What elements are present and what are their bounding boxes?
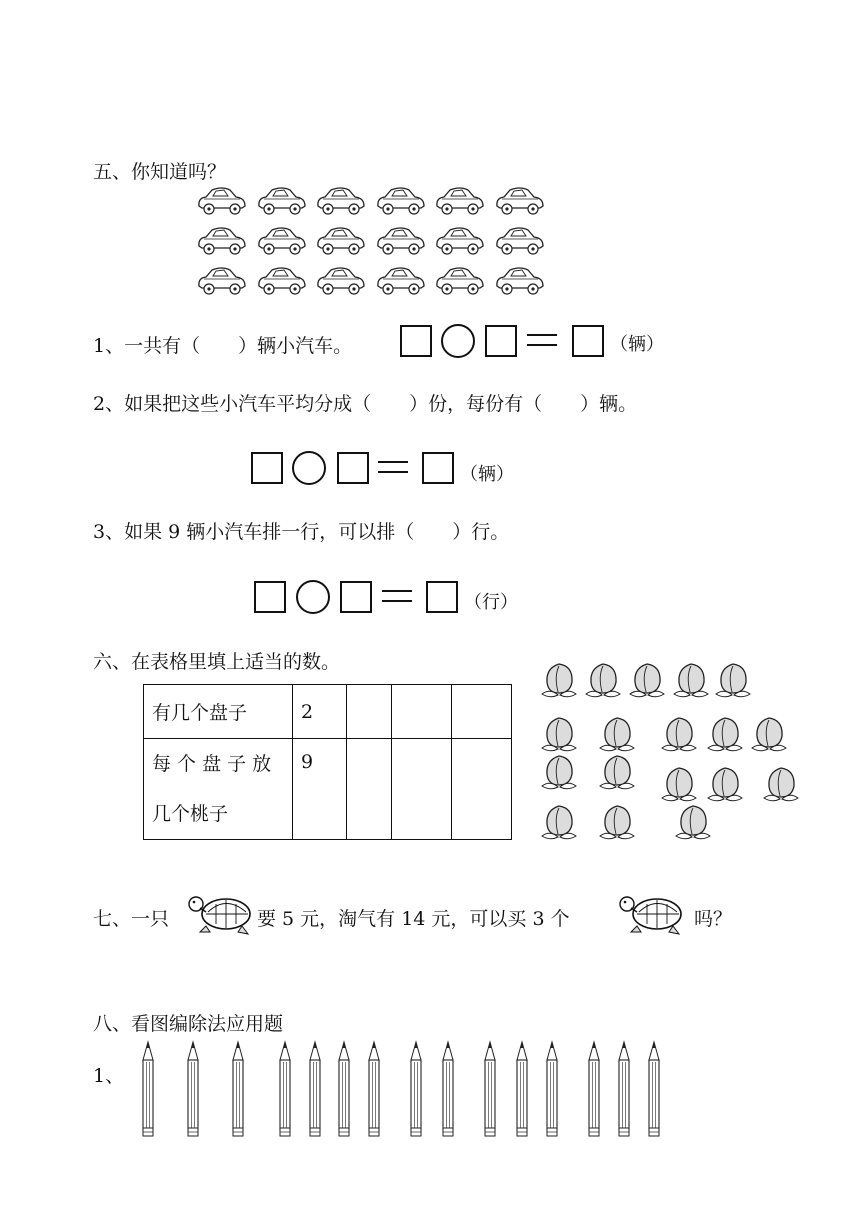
answer-box[interactable] [400,325,432,357]
section6-title: 六、在表格里填上适当的数。 [93,651,341,673]
unit-label: （辆） [610,334,664,355]
car-icon [434,266,486,296]
peach-icon [704,764,746,804]
pencil-icon [366,1040,382,1140]
peach-icon [596,752,638,792]
turtle-icon [186,890,256,936]
peach-icon [596,714,638,754]
table-cell[interactable] [392,739,452,840]
fill-table [143,684,512,840]
section7-part3: 吗？ [694,908,733,930]
pencil-icon [230,1040,246,1140]
operator-circle[interactable] [441,324,475,358]
car-icon [434,186,486,216]
peach-icon [712,660,754,700]
car-icon [494,226,546,256]
answer-box[interactable] [485,325,517,357]
turtle-icon [614,890,684,936]
table-label-peaches [144,739,293,840]
q2-text: 2、如果把这些小汽车平均分成（ ）份，每份有（ ）辆。 [93,393,638,415]
result-box[interactable] [572,325,604,357]
table-cell[interactable] [347,739,392,840]
pencil-icon [616,1040,632,1140]
pencil-icon [482,1040,498,1140]
equals-sign [527,334,557,346]
peach-icon [658,714,700,754]
car-icon [196,226,248,256]
q3-text: 3、如果 9 辆小汽车排一行，可以排（ ）行。 [93,521,510,543]
answer-box[interactable] [340,581,372,613]
unit-label: （辆） [460,464,514,485]
pencil-icon [586,1040,602,1140]
table-cell[interactable] [392,685,452,739]
car-icon [494,266,546,296]
peach-icon [538,802,580,842]
section8-q1-label: 1、 [93,1065,125,1087]
section7-part1: 七、一只 [93,908,170,930]
peach-icon [658,764,700,804]
answer-box[interactable] [254,581,286,613]
pencil-icon [646,1040,662,1140]
pencil-group [130,1040,670,1145]
answer-box[interactable] [337,452,369,484]
peach-group [530,652,820,848]
car-icon [256,226,308,256]
car-grid [196,186,556,300]
car-icon [375,186,427,216]
table-cell[interactable] [452,739,512,840]
peach-icon [748,714,790,754]
peach-icon [672,802,714,842]
table-cell[interactable] [347,685,392,739]
unit-label: （行） [464,592,518,613]
pencil-icon [514,1040,530,1140]
peach-icon [670,660,712,700]
pencil-icon [277,1040,293,1140]
table-cell[interactable]: 9 [293,739,347,840]
car-icon [256,186,308,216]
label-line: 每 个 盘 子 放 [152,753,272,775]
pencil-icon [140,1040,156,1140]
car-icon [375,226,427,256]
car-icon [375,266,427,296]
peach-icon [760,764,802,804]
peach-icon [582,660,624,700]
pencil-icon [336,1040,352,1140]
table-cell[interactable] [452,685,512,739]
operator-circle[interactable] [292,451,326,485]
car-icon [196,266,248,296]
car-icon [256,266,308,296]
pencil-icon [408,1040,424,1140]
peach-icon [538,752,580,792]
table-label-plates: 有几个盘子 [144,685,293,739]
label-line: 几个桃子 [152,803,229,825]
section8-title: 八、看图编除法应用题 [93,1013,284,1035]
answer-box[interactable] [251,452,283,484]
result-box[interactable] [422,452,454,484]
car-icon [315,266,367,296]
pencil-icon [440,1040,456,1140]
peach-icon [596,802,638,842]
pencil-icon [185,1040,201,1140]
section7-part2: 要 5 元，淘气有 14 元，可以买 3 个 [257,908,570,930]
peach-icon [626,660,668,700]
peach-icon [538,714,580,754]
car-icon [434,226,486,256]
result-box[interactable] [426,581,458,613]
section5-title: 五、你知道吗？ [93,161,227,183]
table-cell[interactable]: 2 [293,685,347,739]
q1-text: 1、一共有（ ）辆小汽车。 [93,335,353,357]
car-icon [494,186,546,216]
pencil-icon [307,1040,323,1140]
car-icon [315,226,367,256]
equals-sign [382,590,412,602]
peach-icon [704,714,746,754]
pencil-icon [544,1040,560,1140]
car-icon [196,186,248,216]
operator-circle[interactable] [296,580,330,614]
car-icon [315,186,367,216]
equals-sign [378,461,408,473]
peach-icon [538,660,580,700]
